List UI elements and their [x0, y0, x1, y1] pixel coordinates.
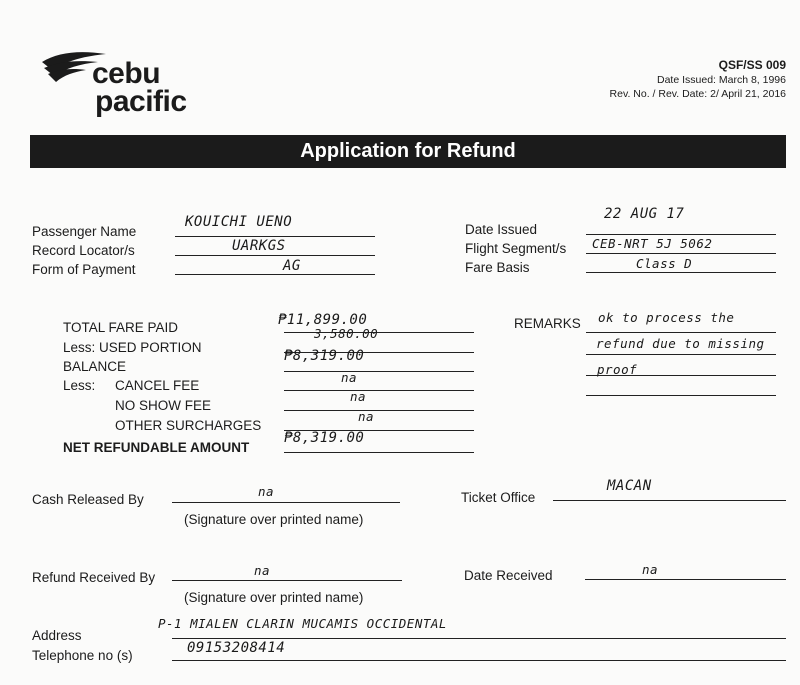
remarks-text-1: ok to process the	[598, 310, 735, 325]
used-portion-label: Less: USED PORTION	[63, 340, 202, 355]
form-of-payment-line	[175, 274, 375, 275]
cash-released-value: na	[258, 484, 275, 499]
refund-received-label: Refund Received By	[32, 570, 156, 585]
date-issued-label: Date Issued	[465, 222, 538, 237]
passenger-name-label: Passenger Name	[32, 224, 137, 239]
refund-received-value: na	[254, 563, 271, 578]
balance-label: BALANCE	[63, 359, 127, 374]
date-issued-value: 22 AUG 17	[604, 206, 685, 222]
other-surcharges-value: na	[358, 409, 375, 424]
total-fare-line	[284, 332, 474, 333]
passenger-name-value: KOUICHI UENO	[185, 214, 293, 230]
address-value: P-1 MIALEN CLARIN MUCAMIS OCCIDENTAL	[158, 616, 447, 631]
telephone-value: 09153208414	[187, 640, 286, 656]
cancel-fee-value: na	[341, 370, 358, 385]
balance-value: ₱8,319.00	[284, 348, 365, 364]
remarks-line-4	[586, 395, 776, 396]
date-received-line	[585, 579, 786, 580]
record-locator-line	[175, 255, 375, 256]
logo-line-2: pacific	[95, 85, 187, 118]
form-revision: Rev. No. / Rev. Date: 2/ April 21, 2016	[609, 88, 786, 100]
refund-received-line	[172, 580, 402, 581]
remarks-line-1	[586, 332, 776, 333]
remarks-text-3: proof	[597, 362, 638, 377]
cash-released-label: Cash Released By	[32, 492, 144, 507]
net-refundable-label: NET REFUNDABLE AMOUNT	[63, 440, 250, 455]
used-portion-value: 3,580.00	[314, 326, 379, 341]
less-label: Less:	[63, 378, 96, 393]
date-received-value: na	[642, 562, 659, 577]
date-issued-line	[586, 234, 776, 235]
ticket-office-value: MACAN	[607, 478, 652, 494]
other-surcharges-label: OTHER SURCHARGES	[115, 418, 262, 433]
fare-basis-line	[586, 272, 776, 273]
cancel-fee-label: CANCEL FEE	[115, 378, 200, 393]
record-locator-value: UARKGS	[232, 238, 286, 254]
form-code: QSF/SS 009	[718, 58, 786, 72]
balance-line	[284, 371, 474, 372]
form-of-payment-value: AG	[283, 258, 301, 274]
date-received-label: Date Received	[464, 568, 553, 583]
cash-released-line	[172, 502, 400, 503]
net-refundable-value: ₱8,319.00	[284, 430, 365, 446]
form-date-issued: Date Issued: March 8, 1996	[657, 74, 786, 86]
passenger-name-line	[175, 236, 375, 237]
flight-segment-label: Flight Segment/s	[465, 241, 567, 256]
form-of-payment-label: Form of Payment	[32, 262, 136, 277]
ticket-office-label: Ticket Office	[461, 490, 536, 505]
telephone-line	[172, 660, 786, 661]
no-show-fee-value: na	[350, 389, 367, 404]
total-fare-value: ₱11,899.00	[278, 312, 368, 328]
net-refundable-line	[284, 452, 474, 453]
address-line	[172, 638, 786, 639]
no-show-fee-line	[284, 410, 474, 411]
total-fare-label: TOTAL FARE PAID	[63, 320, 179, 335]
ticket-office-line	[553, 500, 786, 501]
flight-segment-line	[586, 253, 776, 254]
cancel-fee-line	[284, 390, 474, 391]
remarks-line-2	[586, 354, 776, 355]
refund-received-signature-note: (Signature over printed name)	[184, 590, 364, 605]
cash-released-signature-note: (Signature over printed name)	[184, 512, 364, 527]
flight-segment-value: CEB-NRT 5J 5062	[592, 236, 713, 251]
address-label: Address	[32, 628, 82, 643]
remarks-text-2: refund due to missing	[596, 336, 765, 351]
logo-line-1: cebu	[92, 57, 161, 90]
remarks-label: REMARKS	[514, 316, 581, 331]
no-show-fee-label: NO SHOW FEE	[115, 398, 212, 413]
cebu-pacific-logo	[40, 48, 200, 123]
fare-basis-label: Fare Basis	[465, 260, 530, 275]
form-title: Application for Refund	[30, 135, 786, 168]
fare-basis-value: Class D	[636, 256, 693, 271]
telephone-label: Telephone no (s)	[32, 648, 133, 663]
record-locator-label: Record Locator/s	[32, 243, 135, 258]
